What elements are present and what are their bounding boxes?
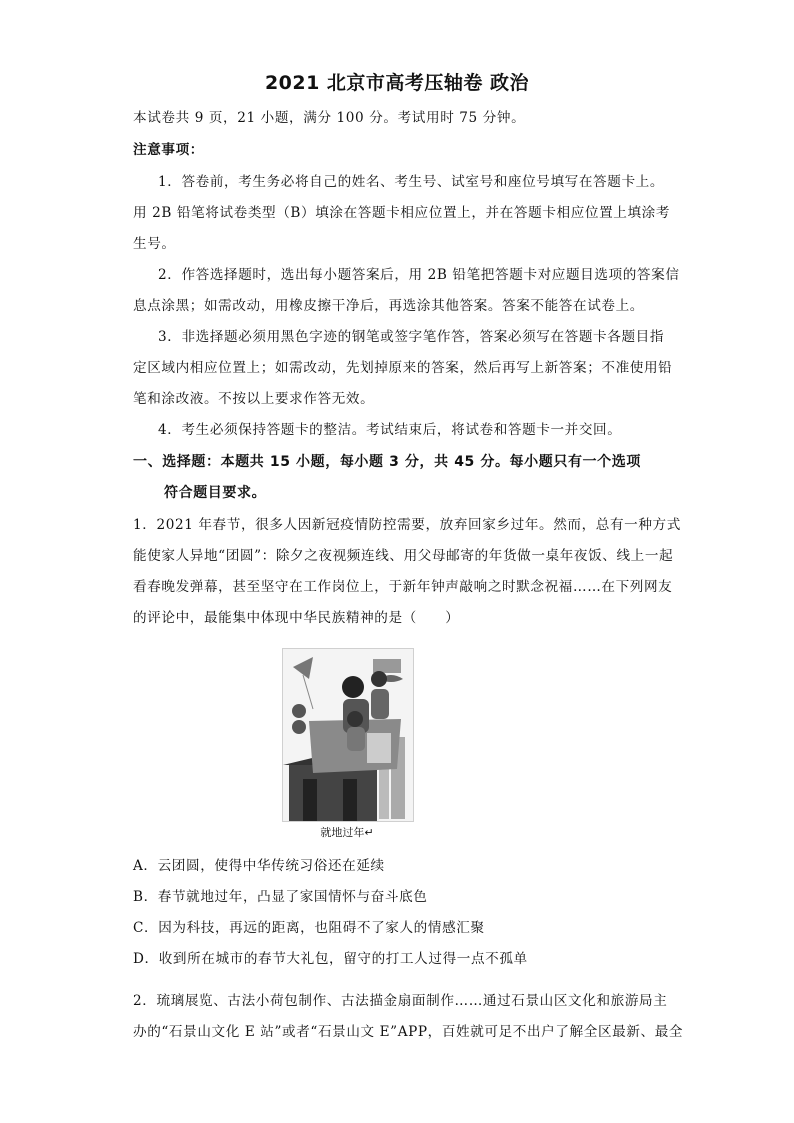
notice-line: 用 2B 铅笔将试卷类型（B）填涂在答题卡相应位置上，并在答题卡相应位置上填涂考: [133, 205, 671, 221]
notice-line: 生号。: [133, 236, 176, 252]
question-1-line: 能使家人异地“团圆”：除夕之夜视频连线、用父母邮寄的年货做一桌年夜饭、线上一起: [133, 548, 674, 564]
figure-caption: 就地过年↵: [320, 826, 374, 839]
question-1-line: 的评论中，最能集中体现中华民族精神的是（ ）: [133, 610, 460, 626]
notice-line: 息点涂黑；如需改动，用橡皮擦干净后，再选涂其他答案。答案不能答在试卷上。: [133, 298, 644, 314]
illustration-image: [282, 648, 414, 822]
family-new-year-illustration: [283, 649, 413, 821]
notice-line: 4．考生必须保持答题卡的整洁。考试结束后，将试卷和答题卡一并交回。: [158, 422, 622, 438]
notice-line: 2．作答选择题时，选出每小题答案后，用 2B 铅笔把答题卡对应题目选项的答案信: [158, 267, 680, 283]
exam-summary: 本试卷共 9 页，21 小题，满分 100 分。考试用时 75 分钟。: [133, 110, 526, 126]
section-heading: 一、选择题：本题共 15 小题，每小题 3 分，共 45 分。每小题只有一个选项: [133, 454, 641, 470]
question-2-line: 2．琉璃展览、古法小荷包制作、古法描金扇面制作……通过石景山区文化和旅游局主: [133, 993, 668, 1009]
notice-line: 定区域内相应位置上；如需改动，先划掉原来的答案，然后再写上新答案；不准使用铅: [133, 360, 673, 376]
question-1-line: 1．2021 年春节，很多人因新冠疫情防控需要，放弃回家乡过年。然而，总有一种方式: [133, 517, 681, 533]
section-heading-cont: 符合题目要求。: [164, 485, 267, 501]
notice-heading: 注意事项：: [133, 142, 204, 158]
question-1-line: 看春晚发弹幕，甚至坚守在工作岗位上，于新年钟声敲响之时默念祝福……在下列网友: [133, 579, 673, 595]
option-a: A．云团圆，使得中华传统习俗还在延续: [133, 858, 385, 874]
notice-line: 3．非选择题必须用黑色字迹的钢笔或签字笔作答，答案必须写在答题卡各题目指: [158, 329, 665, 345]
option-d: D．收到所在城市的春节大礼包，留守的打工人过得一点不孤单: [133, 951, 528, 967]
notice-line: 笔和涂改液。不按以上要求作答无效。: [133, 391, 375, 407]
question-2-line: 办的“石景山文化 E 站”或者“石景山文 E”APP，百姓就可足不出户了解全区最新、最全: [133, 1024, 684, 1040]
option-b: B．春节就地过年，凸显了家国情怀与奋斗底色: [133, 889, 428, 905]
page-title: 2021 北京市高考压轴卷 政治: [264, 72, 530, 94]
option-c: C．因为科技，再远的距离，也阻碍不了家人的情感汇聚: [133, 920, 485, 936]
notice-line: 1．答卷前，考生务必将自己的姓名、考生号、试室号和座位号填写在答题卡上。: [158, 174, 665, 190]
